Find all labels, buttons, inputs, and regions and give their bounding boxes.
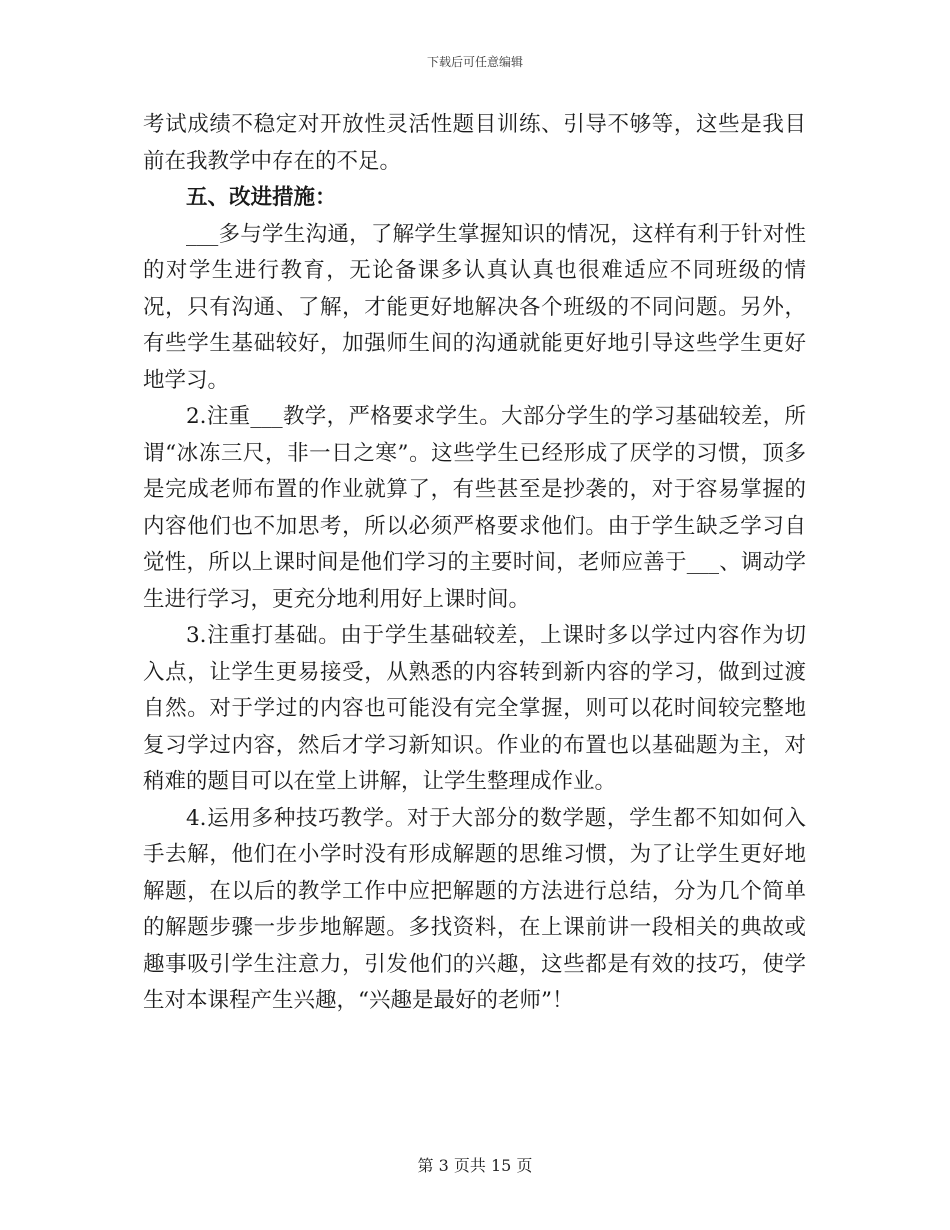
section-heading-improvements: 五、改进措施： <box>186 185 337 210</box>
paragraph-item-1: ___多与学生沟通，了解学生掌握知识的情况，这样有利于针对性的对学生进行教育，无论备课多认真认真也很难适应不同班级的情况，只有沟通、了解，才能更好地解决各个班级的不同问题。另外，有些学生基础较好，加强师生间的沟通就能更好地引导这些学生更好地学习。 <box>143 221 806 393</box>
page-number-footer: 第 3 页共 15 页 <box>417 1156 533 1175</box>
paragraph-item-3: 3.注重打基础。由于学生基础较差，上课时多以学过内容作为切入点，让学生更易接受，从熟悉的内容转到新内容的学习，做到过渡自然。对于学过的内容也可能没有完全掌握，则可以花时间较完整地复习学过内容，然后才学习新知识。作业的布置也以基础题为主，对稍难的题目可以在堂上讲解，让学生整理成作业。 <box>143 623 806 794</box>
paragraph-item-4: 4.运用多种技巧教学。对于大部分的数学题，学生都不知如何入手去解，他们在小学时没有形成解题的思维习惯，为了让学生更好地解题，在以后的教学工作中应把解题的方法进行总结，分为几个简单的解题步骤一步步地解题。多找资料，在上课前讲一段相关的典故或趣事吸引学生注意力，引发他们的兴趣，这些都是有效的技巧，使学生对本课程产生兴趣，“兴趣是最好的老师”！ <box>143 805 806 1013</box>
paragraph-continuation: 考试成绩不稳定对开放性灵活性题目训练、引导不够等，这些是我目前在我教学中存在的不足。 <box>143 112 806 174</box>
document-body <box>143 107 806 1020</box>
paragraph-item-2: 2.注重___教学，严格要求学生。大部分学生的学习基础较差，所谓“冰冻三尺，非一日之寒”。这些学生已经形成了厌学的习惯，顶多是完成老师布置的作业就算了，有些甚至是抄袭的，对于容易掌握的内容他们也不加思考，所以必须严格要求他们。由于学生缺乏学习自觉性，所以上课时间是他们学习的主要时间，老师应善于___、调动学生进行学习，更充分地利用好上课时间。 <box>143 404 806 612</box>
page-header-note: 下载后可任意编辑 <box>426 55 523 69</box>
